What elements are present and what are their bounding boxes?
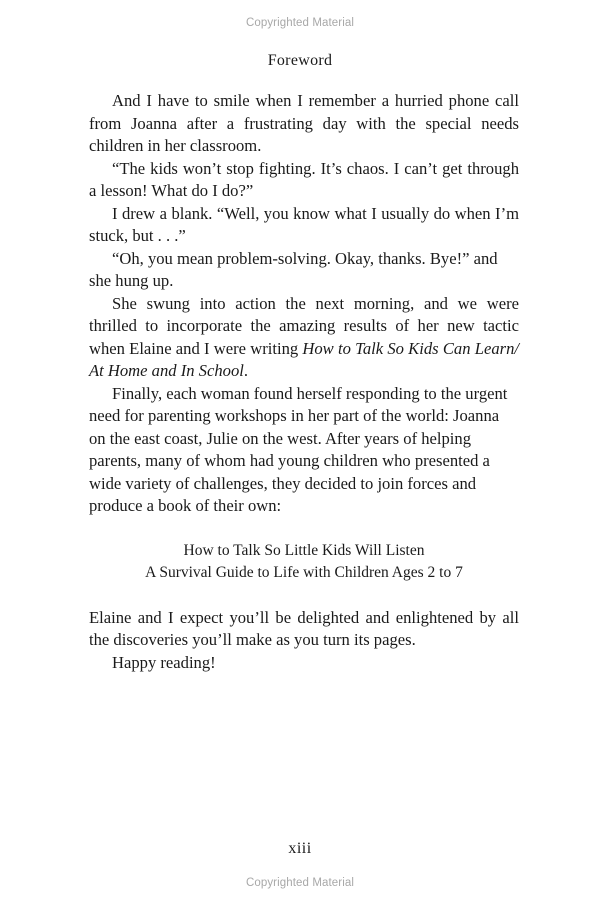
page-number: xiii: [288, 840, 312, 857]
book-title-line: How to Talk So Little Kids Will Listen: [183, 541, 425, 559]
paragraph: “The kids won’t stop fighting. It’s chaos. I can’t get through a lesson! What do I do?”: [89, 158, 519, 200]
paragraph: Happy reading!: [112, 652, 216, 672]
body-text: [89, 90, 519, 674]
paragraph: Finally, each woman found herself responding to the urgent need for parenting workshops in her part of the world: Joanna on the east coast, Julie on the west. After years of helping parents, many of whom had young children who presented a wide variety of challenges, they decided to join forces and produce a book of their own:: [89, 383, 508, 515]
copyright-watermark-bottom: Copyrighted Material: [245, 877, 355, 889]
paragraph-text: .: [243, 361, 249, 380]
copyright-watermark-top: Copyrighted Material: [245, 17, 355, 29]
paragraph-text: She swung into action the next morning, and we were thrilled to incorporate the amazing results of her new tactic when Elaine and I were writing: [89, 293, 519, 358]
book-subtitle-line: A Survival Guide to Life with Children Ages 2 to 7: [145, 564, 463, 581]
paragraph: [89, 293, 519, 383]
paragraph: I drew a blank. “Well, you know what I usually do when I’m stuck, but . . .”: [89, 203, 519, 245]
book-title-italic: How to Talk So Kids Can Learn/ At Home and In School: [89, 338, 519, 380]
paragraph: “Oh, you mean problem-solving. Okay, thanks. Bye!” and she hung up.: [89, 248, 498, 290]
paragraph: And I have to smile when I remember a hurried phone call from Joanna after a frustrating day with the special needs children in her classroom.: [89, 91, 519, 155]
book-title-block: [89, 540, 519, 585]
paragraph: Elaine and I expect you’ll be delighted and enlightened by all the discoveries you’ll make as you turn its pages.: [89, 607, 519, 649]
chapter-title: Foreword: [267, 52, 333, 69]
